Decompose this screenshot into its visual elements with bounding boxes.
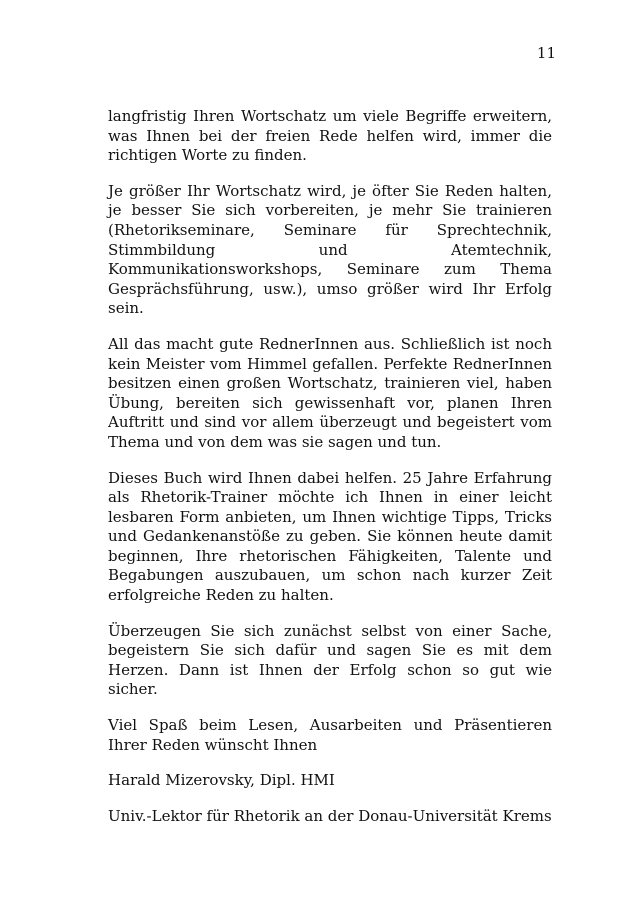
- paragraph-ueberzeugen: Überzeugen Sie sich zunächst selbst von einer Sache, begeistern Sie sich dafür und sagen Sie es mit dem Herzen. Dann ist Ihnen der Erfolg schon so gut wie sicher.: [108, 621, 552, 699]
- page-number: 11: [536, 44, 556, 62]
- paragraph-gute-rednerinnen: All das macht gute RednerInnen aus. Schließlich ist noch kein Meister vom Himmel gefallen. Perfekte RednerInnen besitzen einen großen Wortschatz, trainieren viel, haben Übung, bereiten sich gewissenhaft vor, planen Ihren Auftritt und sind vor allem überzeugt und begeistert vom Thema und von dem was sie sagen und tun.: [108, 334, 552, 451]
- signature-name: Harald Mizerovsky, Dipl. HMI: [108, 771, 335, 790]
- paragraph-wortschatz-continuation: langfristig Ihren Wortschatz um viele Begriffe erweitern, was Ihnen bei der freien Rede helfen wird, immer die richtigen Worte zu finden.: [108, 107, 552, 165]
- signature-title: Univ.-Lektor für Rhetorik an der Donau-Universität Krems: [108, 806, 552, 825]
- page-body: [108, 107, 552, 842]
- paragraph-viel-spass: Viel Spaß beim Lesen, Ausarbeiten und Präsentieren Ihrer Reden wünscht Ihnen: [108, 716, 552, 754]
- paragraph-wortschatz-erfolg: Je größer Ihr Wortschatz wird, je öfter Sie Reden halten, je besser Sie sich vorbereiten, je mehr Sie trainieren (Rhetorikseminare, Seminare für Sprechtechnik, Stimmbildung und Atemtechnik, Kommunikationsworkshops, Seminare zum Thema Gesprächsführung, usw.), umso größer wird Ihr Erfolg sein.: [108, 181, 552, 318]
- paragraph-dieses-buch: Dieses Buch wird Ihnen dabei helfen. 25 Jahre Erfahrung als Rhetorik-Trainer möchte ich Ihnen in einer leicht lesbaren Form anbieten, um Ihnen wichtige Tipps, Tricks und Gedankenanstöße zu geben. Sie können heute damit beginnen, Ihre rhetorischen Fähigkeiten, Talente und Begabungen auszubauen, um schon nach kurzer Zeit erfolgreiche Reden zu halten.: [108, 468, 552, 605]
